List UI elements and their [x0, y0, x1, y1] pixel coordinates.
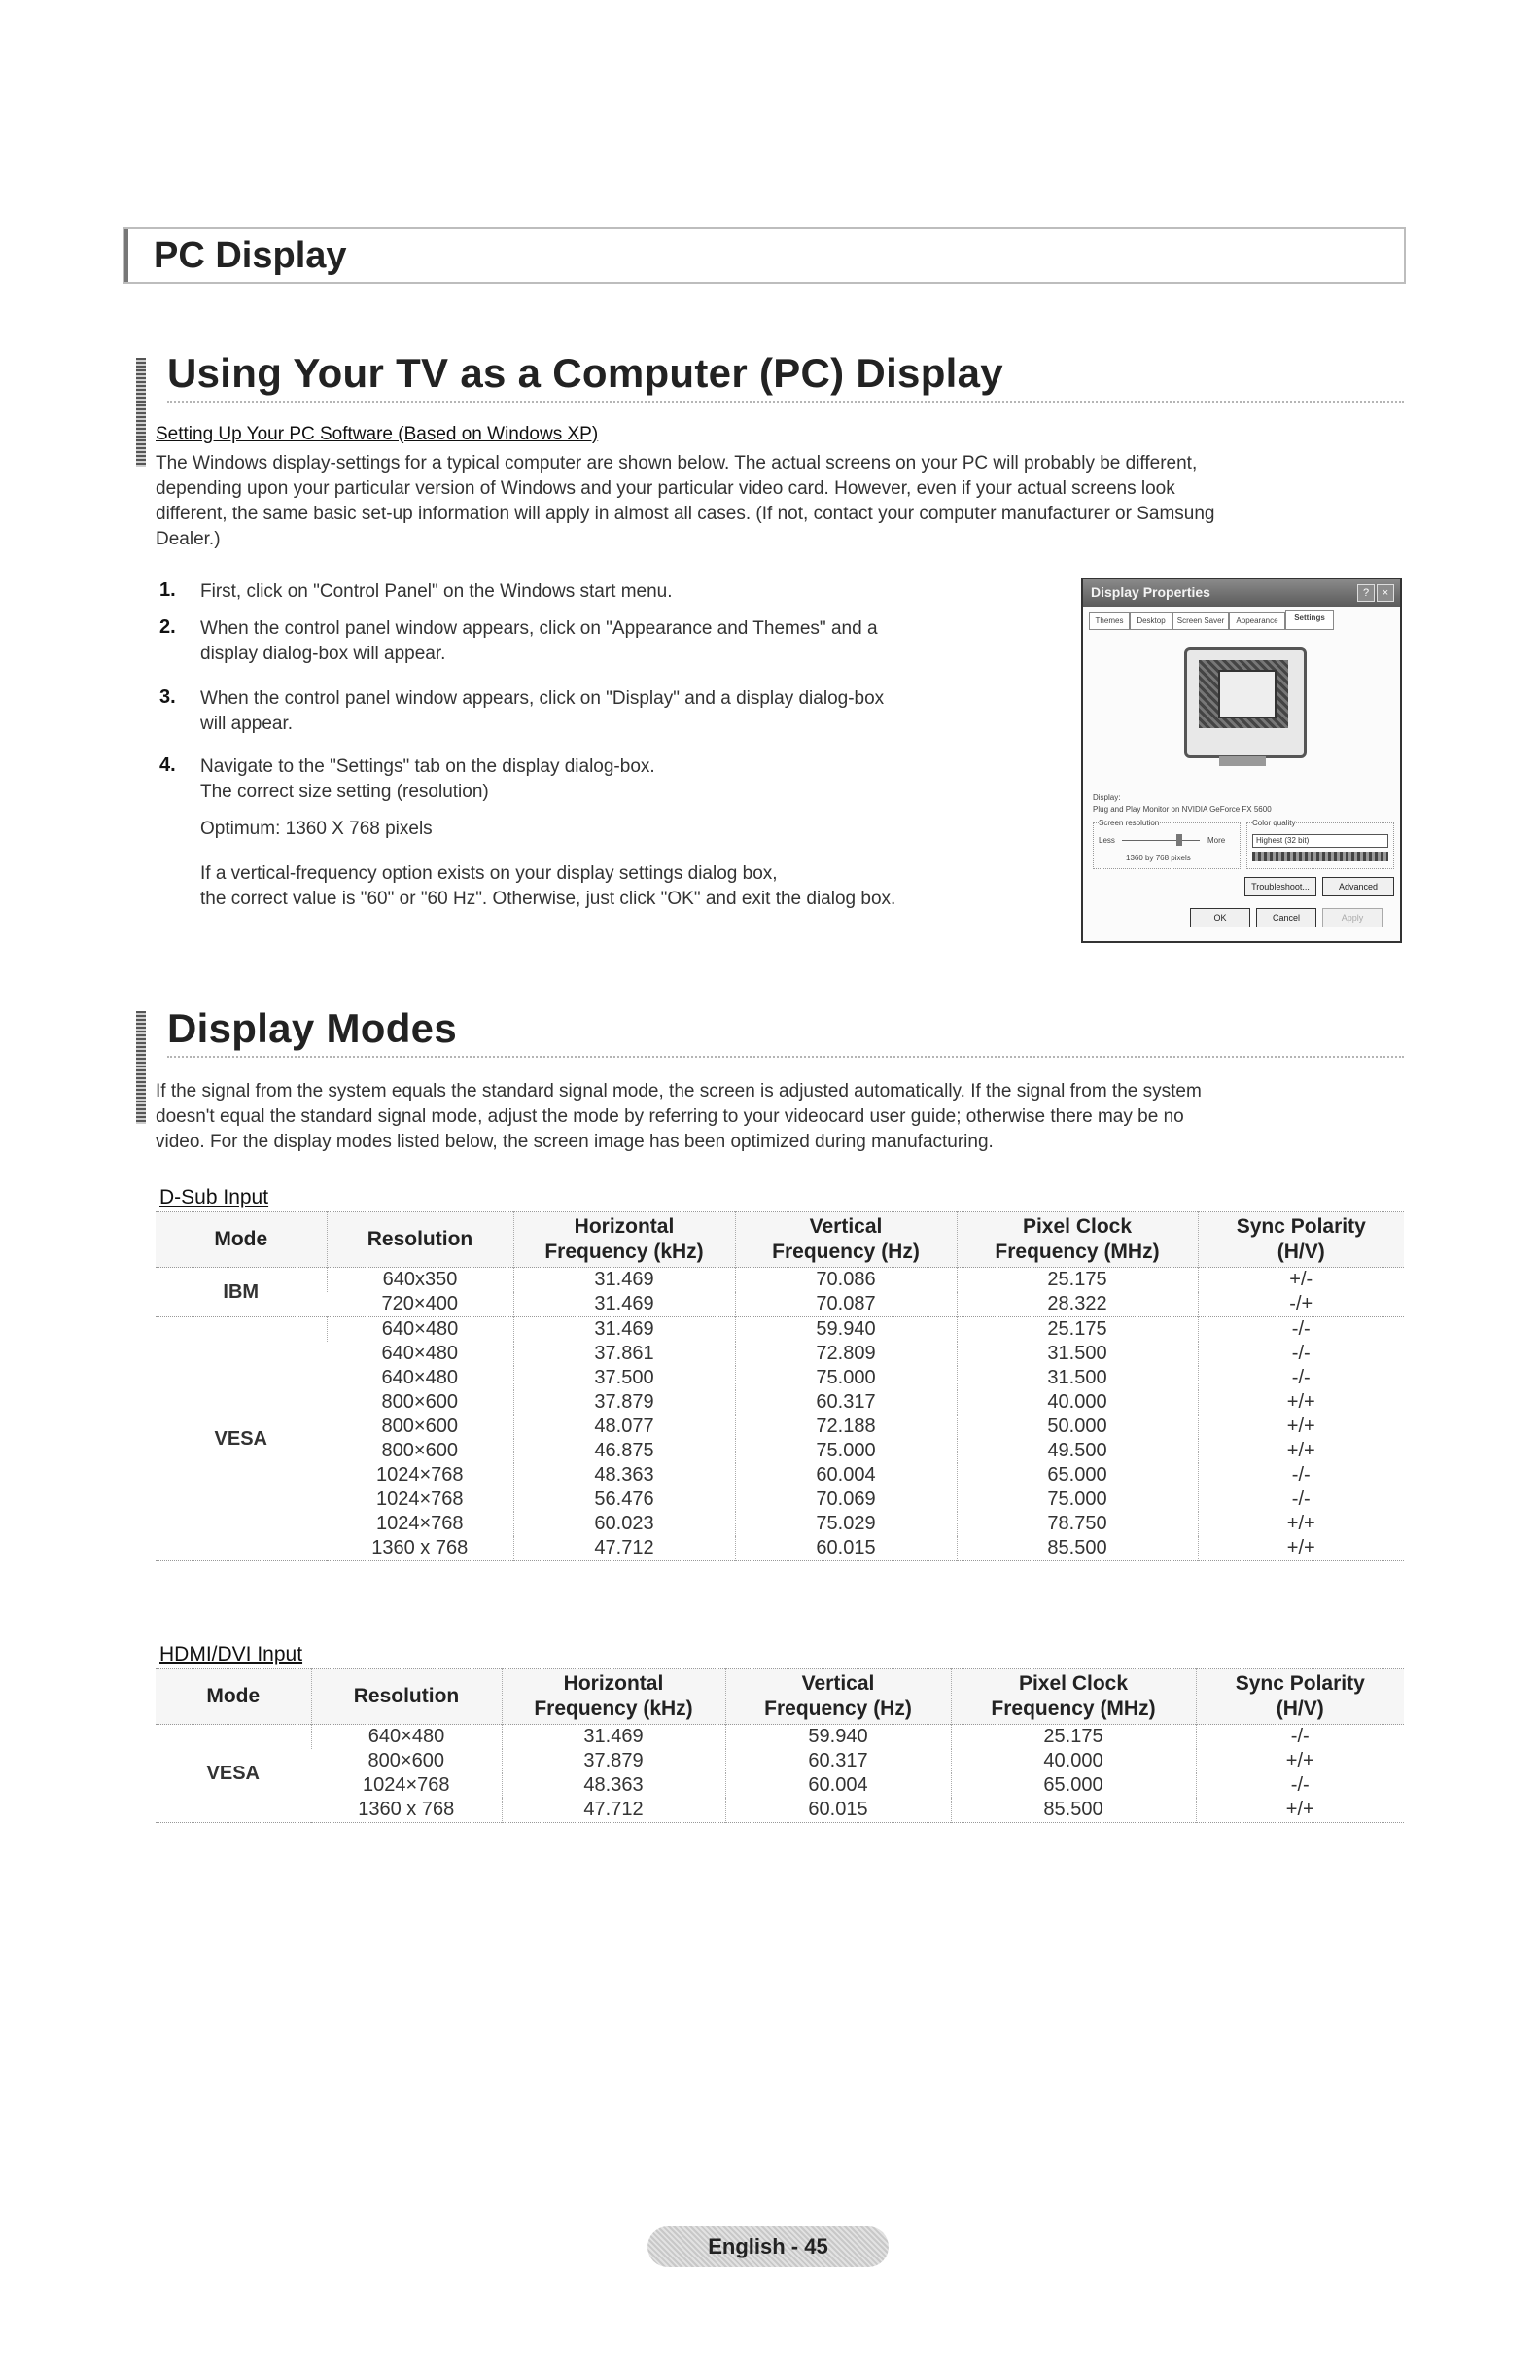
- screen-resolution-label: Screen resolution: [1099, 819, 1160, 827]
- table-cell: 25.175: [957, 1317, 1198, 1343]
- monitor-window: [1218, 670, 1277, 718]
- table-cell: +/-: [1198, 1268, 1404, 1293]
- section-marker: [136, 358, 146, 467]
- step-text: [200, 686, 884, 737]
- table-cell: 37.879: [502, 1749, 725, 1773]
- step-line: When the control panel window appears, click on "Appearance and Themes" and a: [200, 618, 878, 639]
- table-cell: 31.469: [513, 1317, 735, 1343]
- table-cell: 640×480: [381, 1367, 458, 1388]
- table-row: [156, 1439, 1404, 1463]
- advanced-button[interactable]: Advanced: [1322, 877, 1394, 896]
- table-cell: 1024×768: [375, 1488, 464, 1510]
- column-header-hfreq: [513, 1212, 735, 1268]
- column-header-line: Frequency (kHz): [544, 1241, 704, 1263]
- table-cell: -/-: [1198, 1366, 1404, 1390]
- table-row: [156, 1317, 1404, 1343]
- table-row: [156, 1536, 1404, 1561]
- column-header-line: Frequency (Hz): [772, 1241, 920, 1263]
- mode-cell: VESA: [214, 1427, 267, 1450]
- tab-themes[interactable]: Themes: [1089, 612, 1130, 630]
- more-label: More: [1208, 836, 1226, 845]
- table-row: [156, 1512, 1404, 1536]
- table-cell: 40.000: [957, 1390, 1198, 1415]
- header-accent-bar: [124, 229, 128, 282]
- dialog-title: Display Properties: [1091, 584, 1210, 600]
- step-line: will appear.: [200, 714, 294, 734]
- table-cell: 31.500: [957, 1366, 1198, 1390]
- table-cell: +/+: [1196, 1749, 1404, 1773]
- table-cell: 1024×768: [362, 1774, 450, 1796]
- table-cell: 800×600: [368, 1750, 444, 1771]
- intro-line: depending upon your particular version of Windows and your particular video card. However, even if your actual screens look: [156, 478, 1175, 499]
- table-row: [156, 1342, 1404, 1366]
- section-divider: [167, 1056, 1404, 1058]
- table-cell: 60.004: [725, 1773, 951, 1798]
- section-divider: [167, 401, 1404, 402]
- optimum-resolution: Optimum: 1360 X 768 pixels: [200, 819, 433, 839]
- column-header-line: Vertical: [801, 1672, 875, 1695]
- column-header-vfreq: [725, 1669, 951, 1725]
- column-header-sync: [1196, 1669, 1404, 1725]
- table-cell: 78.750: [957, 1512, 1198, 1536]
- column-header-vfreq: [735, 1212, 957, 1268]
- table-row: [156, 1725, 1404, 1750]
- column-header-pclock: [951, 1669, 1196, 1725]
- table-cell: 640×480: [327, 1317, 513, 1343]
- chapter-header: [122, 228, 1406, 284]
- table-row: [156, 1798, 1404, 1823]
- table-row: [156, 1292, 1404, 1317]
- table-group: [156, 1317, 1404, 1561]
- table-cell: 72.809: [735, 1342, 957, 1366]
- table-row: [156, 1390, 1404, 1415]
- less-label: Less: [1099, 836, 1115, 845]
- table-row: [156, 1773, 1404, 1798]
- dialog-titlebar: [1083, 579, 1400, 607]
- step-number: 4.: [159, 754, 176, 776]
- color-quality-label: Color quality: [1252, 819, 1296, 827]
- table-row: [156, 1366, 1404, 1390]
- table-cell: +/+: [1198, 1536, 1404, 1561]
- step-line: Navigate to the "Settings" tab on the display dialog-box.: [200, 756, 655, 777]
- tab-screen-saver[interactable]: Screen Saver: [1172, 612, 1229, 630]
- table-cell: -/-: [1196, 1725, 1404, 1750]
- dsub-heading: D-Sub Input: [159, 1186, 269, 1208]
- close-icon[interactable]: ×: [1377, 584, 1394, 602]
- monitor-stand: [1219, 756, 1266, 766]
- column-header-hfreq: [502, 1669, 725, 1725]
- column-header-line: Horizontal: [574, 1215, 675, 1238]
- table-cell: 60.317: [725, 1749, 951, 1773]
- ok-button[interactable]: OK: [1190, 908, 1250, 928]
- frequency-note: [200, 861, 895, 912]
- table-cell: 46.875: [513, 1439, 735, 1463]
- table-cell: 50.000: [957, 1415, 1198, 1439]
- table-group: [156, 1725, 1404, 1823]
- table-cell: 31.469: [513, 1292, 735, 1317]
- table-cell: 1024×768: [375, 1464, 464, 1486]
- column-header-line: Frequency (MHz): [991, 1698, 1156, 1720]
- table-cell: 60.004: [735, 1463, 957, 1488]
- table-group: [156, 1268, 1404, 1317]
- table-cell: 31.469: [513, 1268, 735, 1293]
- table-cell: -/-: [1198, 1317, 1404, 1343]
- column-header-sync: [1198, 1212, 1404, 1268]
- table-cell: 800×600: [381, 1440, 458, 1461]
- table-cell: 800×600: [381, 1391, 458, 1413]
- table-cell: 49.500: [957, 1439, 1198, 1463]
- table-cell: -/-: [1198, 1342, 1404, 1366]
- step-number: 3.: [159, 686, 176, 708]
- column-header-line: Horizontal: [563, 1672, 664, 1695]
- help-icon[interactable]: ?: [1357, 584, 1375, 602]
- hdmi-table: [156, 1668, 1404, 1823]
- mode-cell: VESA: [206, 1762, 260, 1784]
- table-cell: 60.317: [735, 1390, 957, 1415]
- color-bar: [1252, 852, 1388, 861]
- table-cell: +/+: [1198, 1390, 1404, 1415]
- table-cell: 59.940: [735, 1317, 957, 1343]
- hdmi-heading: HDMI/DVI Input: [159, 1643, 303, 1665]
- table-cell: 1024×768: [375, 1513, 464, 1534]
- step-line: The correct size setting (resolution): [200, 782, 489, 802]
- table-cell: 72.188: [735, 1415, 957, 1439]
- table-cell: 37.500: [513, 1366, 735, 1390]
- column-header-mode: Mode: [156, 1212, 327, 1268]
- step-line: display dialog-box will appear.: [200, 644, 446, 664]
- step-number: 2.: [159, 616, 176, 638]
- resolution-slider-thumb[interactable]: [1176, 834, 1182, 846]
- column-header-pclock: [957, 1212, 1198, 1268]
- table-row: [156, 1749, 1404, 1773]
- table-cell: 85.500: [957, 1536, 1198, 1561]
- section-title: Using Your TV as a Computer (PC) Display: [167, 350, 1003, 396]
- column-header-line: Frequency (Hz): [764, 1698, 912, 1720]
- table-cell: 1360 x 768: [358, 1799, 455, 1820]
- table-cell: 65.000: [957, 1463, 1198, 1488]
- table-cell: 60.015: [735, 1536, 957, 1561]
- table-cell: 60.015: [725, 1798, 951, 1823]
- apply-button[interactable]: Apply: [1322, 908, 1382, 928]
- table-cell: 75.000: [957, 1488, 1198, 1512]
- dsub-table: [156, 1211, 1404, 1561]
- table-cell: 48.363: [513, 1463, 735, 1488]
- table-cell: -/-: [1196, 1773, 1404, 1798]
- table-cell: 28.322: [957, 1292, 1198, 1317]
- note-line: If a vertical-frequency option exists on your display settings dialog box,: [200, 863, 778, 884]
- monitor-screen: [1199, 660, 1288, 728]
- table-cell: 75.000: [735, 1366, 957, 1390]
- table-cell: 25.175: [957, 1268, 1198, 1293]
- column-header-line: Frequency (kHz): [534, 1698, 693, 1720]
- table-cell: 48.363: [502, 1773, 725, 1798]
- troubleshoot-button[interactable]: Troubleshoot...: [1244, 877, 1316, 896]
- tab-settings[interactable]: Settings: [1285, 610, 1334, 630]
- intro-line: doesn't equal the standard signal mode, adjust the mode by referring to your videocard user guide; otherwise there may be no: [156, 1106, 1184, 1127]
- table-cell: +/+: [1198, 1439, 1404, 1463]
- cancel-button[interactable]: Cancel: [1256, 908, 1316, 928]
- table-row: [156, 1415, 1404, 1439]
- note-line: the correct value is "60" or "60 Hz". Otherwise, just click "OK" and exit the dialog box.: [200, 889, 896, 909]
- tab-desktop[interactable]: Desktop: [1130, 612, 1172, 630]
- column-header-line: Vertical: [809, 1215, 883, 1238]
- intro-line: video. For the display modes listed below, the screen image has been optimized during manufacturing.: [156, 1132, 994, 1152]
- table-cell: 640×480: [311, 1725, 502, 1750]
- column-header-line: (H/V): [1277, 1241, 1325, 1263]
- table-cell: 37.861: [513, 1342, 735, 1366]
- table-cell: +/+: [1196, 1798, 1404, 1823]
- table-cell: 70.069: [735, 1488, 957, 1512]
- column-header-resolution: Resolution: [311, 1669, 502, 1725]
- intro-line: The Windows display-settings for a typical computer are shown below. The actual screens on your PC will probably be different,: [156, 453, 1198, 473]
- step-text: First, click on "Control Panel" on the Windows start menu.: [200, 581, 673, 602]
- color-quality-select[interactable]: Highest (32 bit): [1252, 834, 1388, 848]
- table-cell: 31.500: [957, 1342, 1198, 1366]
- display-label: Display:: [1093, 793, 1121, 802]
- display-properties-dialog: [1081, 578, 1402, 943]
- tab-appearance[interactable]: Appearance: [1229, 612, 1285, 630]
- column-header-line: (H/V): [1276, 1698, 1324, 1720]
- column-header-resolution: Resolution: [327, 1212, 513, 1268]
- step-text: [200, 754, 655, 805]
- table-cell: -/-: [1198, 1488, 1404, 1512]
- table-cell: 47.712: [502, 1798, 725, 1823]
- intro-paragraph: [156, 451, 1410, 552]
- mode-cell: IBM: [223, 1280, 260, 1303]
- table-cell: +/+: [1198, 1512, 1404, 1536]
- table-cell: 25.175: [951, 1725, 1196, 1750]
- monitor-icon: [1184, 648, 1307, 758]
- table-cell: 640×480: [381, 1343, 458, 1364]
- table-cell: 70.086: [735, 1268, 957, 1293]
- subheading: Setting Up Your PC Software (Based on Windows XP): [156, 424, 599, 444]
- table-cell: 59.940: [725, 1725, 951, 1750]
- table-header-row: [156, 1212, 1404, 1268]
- table-cell: 640x350: [327, 1268, 513, 1293]
- column-header-line: Sync Polarity: [1235, 1672, 1365, 1695]
- table-cell: 70.087: [735, 1292, 957, 1317]
- table-cell: -/+: [1198, 1292, 1404, 1317]
- intro-line: different, the same basic set-up information will apply in almost all cases. (If not, contact your computer manufacturer or Samsung: [156, 504, 1215, 524]
- table-cell: 75.000: [735, 1439, 957, 1463]
- table-cell: 75.029: [735, 1512, 957, 1536]
- table-cell: 800×600: [381, 1416, 458, 1437]
- intro-line: Dealer.): [156, 529, 221, 549]
- display-value: Plug and Play Monitor on NVIDIA GeForce FX 5600: [1093, 805, 1272, 814]
- table-cell: 47.712: [513, 1536, 735, 1561]
- table-cell: +/+: [1198, 1415, 1404, 1439]
- table-cell: 40.000: [951, 1749, 1196, 1773]
- column-header-line: Pixel Clock: [1022, 1215, 1133, 1238]
- column-header-mode: Mode: [156, 1669, 311, 1725]
- display-modes-intro: [156, 1079, 1410, 1155]
- table-row: [156, 1463, 1404, 1488]
- table-cell: 85.500: [951, 1798, 1196, 1823]
- resolution-slider[interactable]: [1122, 840, 1200, 841]
- table-cell: 56.476: [513, 1488, 735, 1512]
- page-number-badge: English - 45: [648, 2226, 889, 2267]
- table-cell: 31.469: [502, 1725, 725, 1750]
- table-cell: 37.879: [513, 1390, 735, 1415]
- table-cell: 60.023: [513, 1512, 735, 1536]
- table-header-row: [156, 1669, 1404, 1725]
- table-row: [156, 1488, 1404, 1512]
- step-line: When the control panel window appears, click on "Display" and a display dialog-box: [200, 688, 885, 709]
- table-row: [156, 1268, 1404, 1293]
- section-title: Display Modes: [167, 1005, 457, 1051]
- resolution-value: 1360 by 768 pixels: [1126, 854, 1191, 862]
- step-text: [200, 616, 878, 667]
- section-marker: [136, 1011, 146, 1124]
- table-cell: 1360 x 768: [371, 1537, 469, 1558]
- column-header-line: Pixel Clock: [1018, 1672, 1129, 1695]
- table-cell: 48.077: [513, 1415, 735, 1439]
- table-cell: 720×400: [381, 1293, 458, 1314]
- column-header-line: Frequency (MHz): [995, 1241, 1160, 1263]
- intro-line: If the signal from the system equals the standard signal mode, the screen is adjusted automatically. If the signal from the system: [156, 1081, 1202, 1102]
- step-number: 1.: [159, 579, 176, 601]
- table-cell: -/-: [1198, 1463, 1404, 1488]
- column-header-line: Sync Polarity: [1236, 1215, 1366, 1238]
- chapter-title: PC Display: [154, 235, 347, 276]
- table-cell: 65.000: [951, 1773, 1196, 1798]
